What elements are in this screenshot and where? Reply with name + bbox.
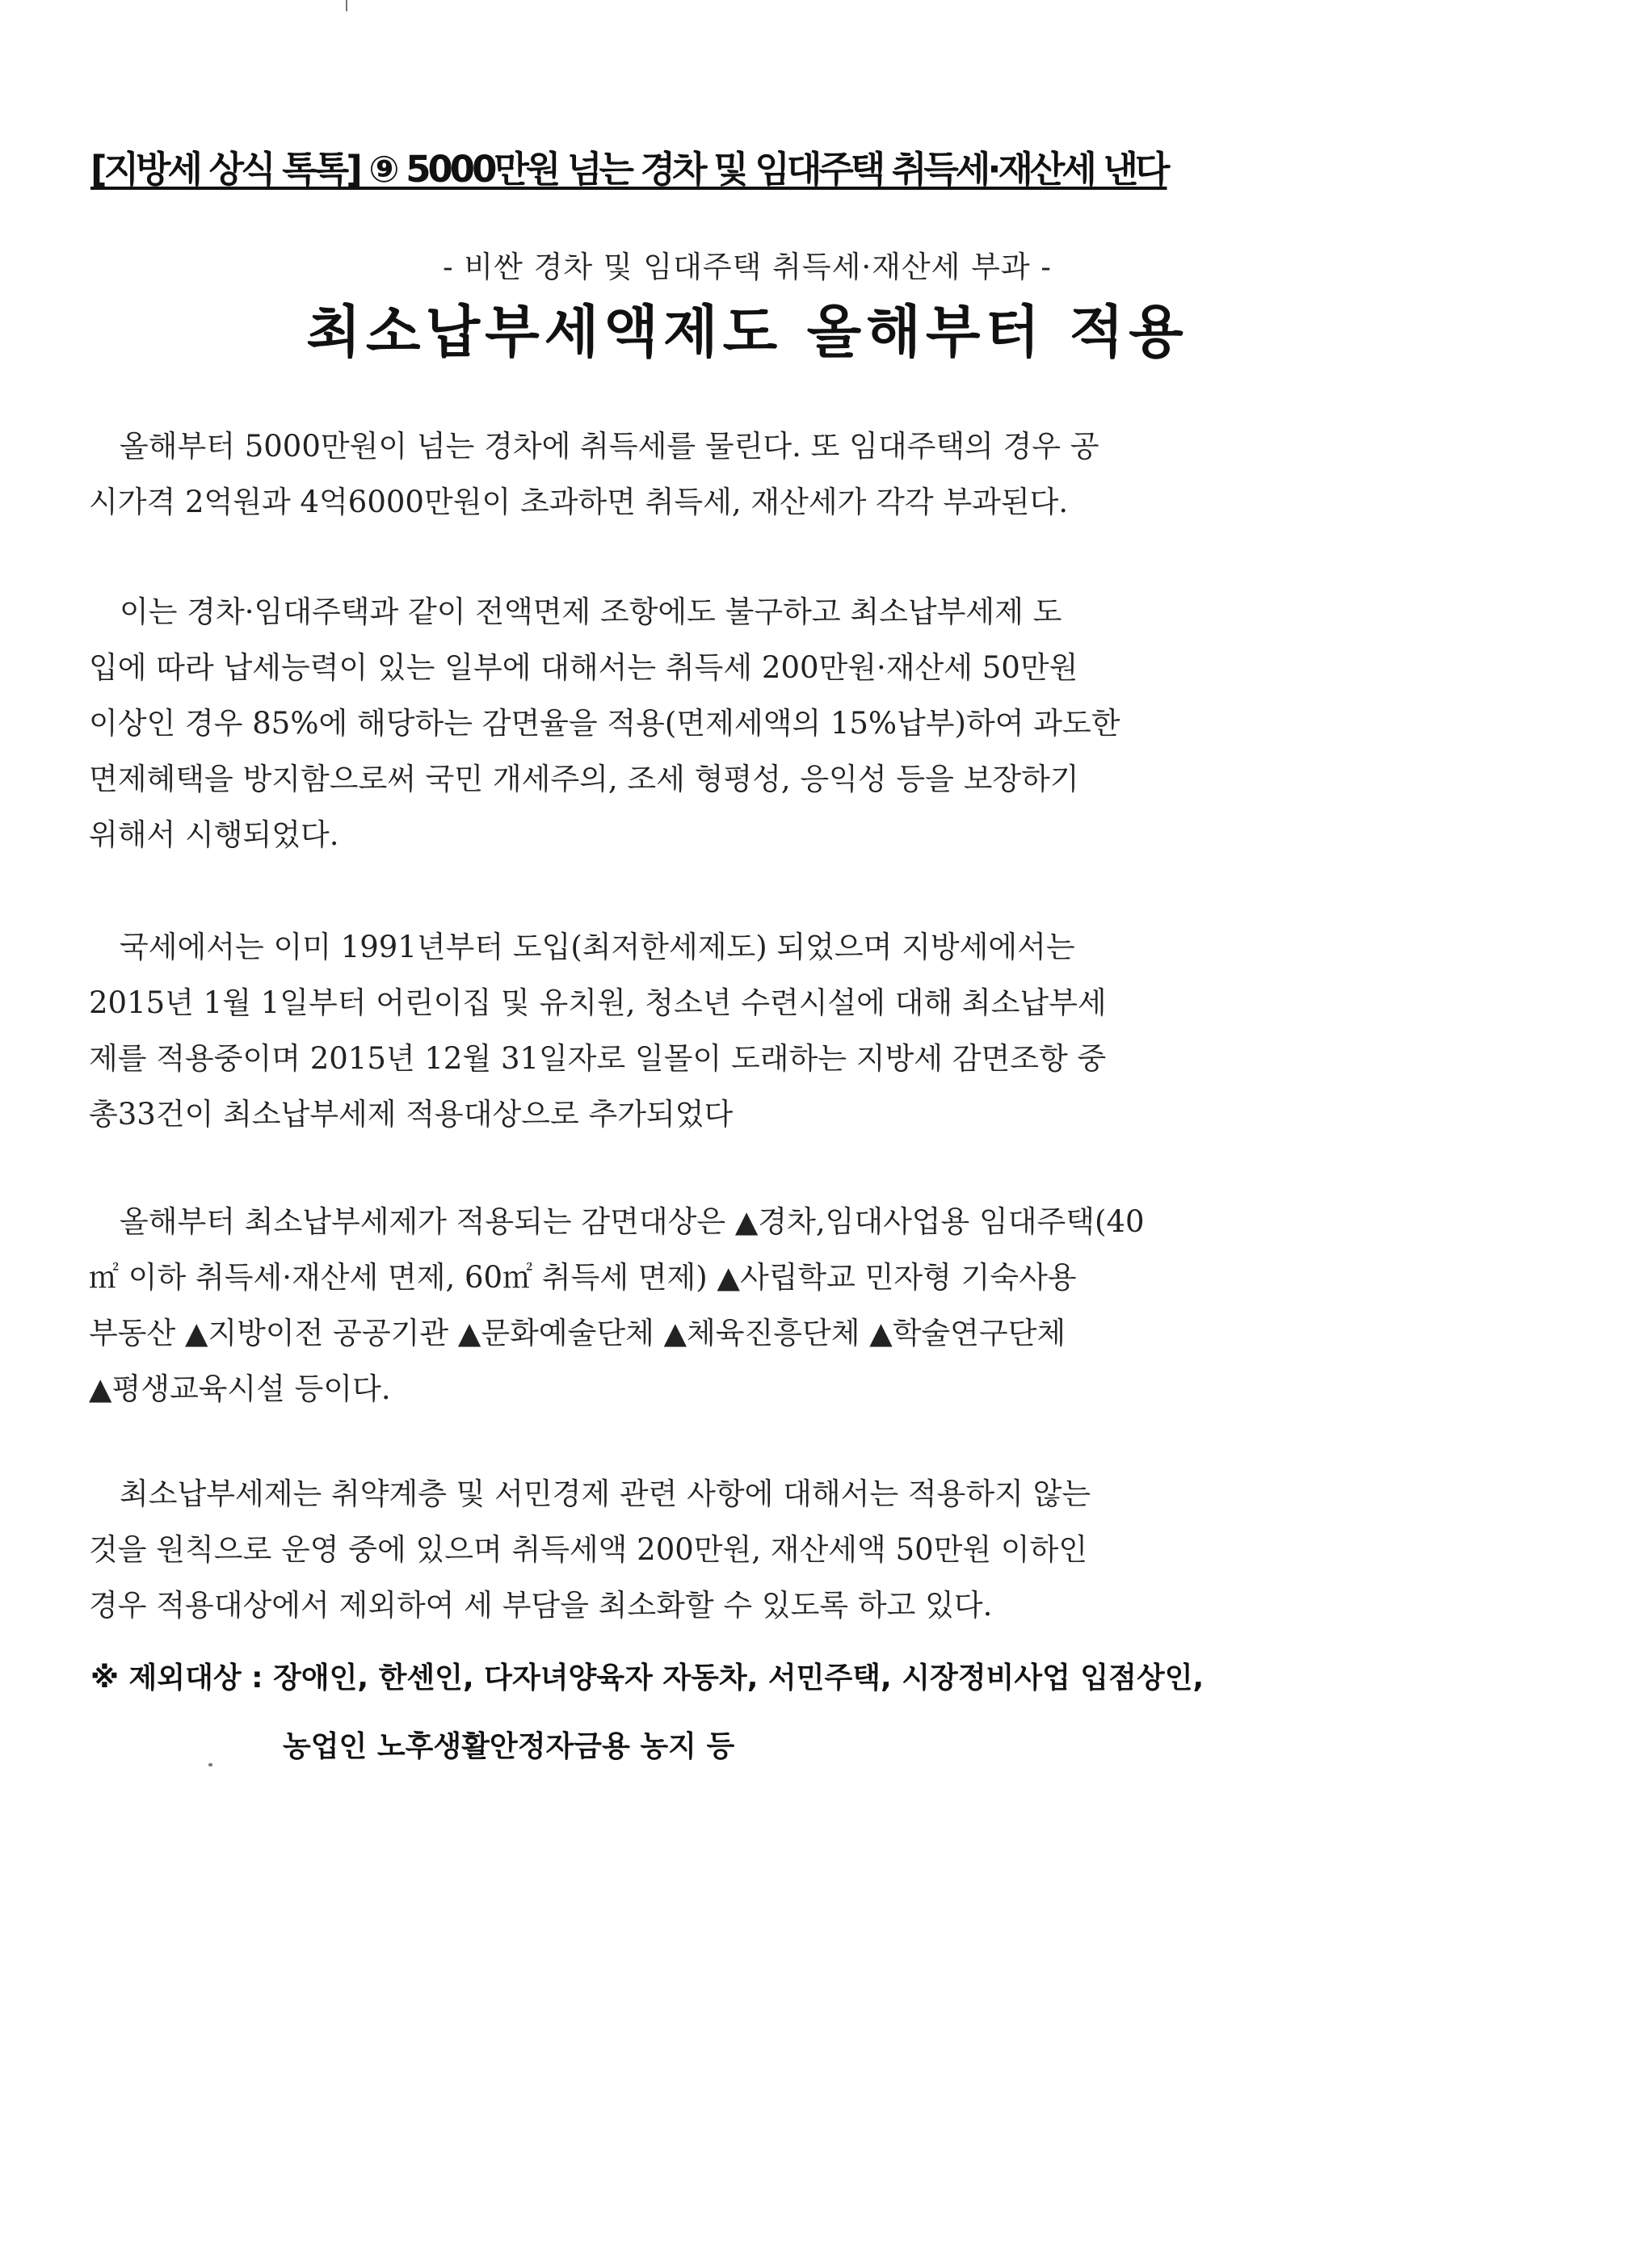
scan-mark — [346, 0, 347, 11]
paragraph-line: 이상인 경우 85%에 해당하는 감면율을 적용(면제세액의 15%납부)하여 과도한 — [89, 706, 1120, 741]
paragraph-line: 국세에서는 이미 1991년부터 도입(최저한세제도) 되었으며 지방세에서는 — [120, 930, 1075, 964]
paragraph-5 — [89, 1466, 1236, 1633]
paragraph-line: 총33건이 최소납부세제 적용대상으로 추가되었다 — [89, 1097, 734, 1132]
exclusion-note-line-2: 농업인 노후생활안정자금용 농지 등 — [283, 1730, 735, 1763]
exclusion-note-line-1: ※ 제외대상 : 장애인, 한센인, 다자녀양육자 자동차, 서민주택, 시장정비사업 입점상인, — [90, 1661, 1204, 1695]
subtitle: - 비싼 경차 및 임대주택 취득세·재산세 부과 - — [443, 250, 1052, 284]
paragraph-line: 시가격 2억원과 4억6000만원이 초과하면 취득세, 재산세가 각각 부과된다. — [89, 485, 1069, 519]
paragraph-1 — [89, 418, 1236, 530]
scan-speck — [208, 1763, 212, 1766]
paragraph-line: 부동산 ▲지방이전 공공기관 ▲문화예술단체 ▲체육진흥단체 ▲학술연구단체 — [89, 1316, 1066, 1350]
paragraph-line: 올해부터 5000만원이 넘는 경차에 취득세를 물린다. 또 임대주택의 경우 공 — [120, 429, 1099, 464]
paragraph-line: ㎡ 이하 취득세·재산세 면제, 60㎡ 취득세 면제) ▲사립학교 민자형 기숙사용 — [89, 1260, 1077, 1295]
paragraph-line: 2015년 1월 1일부터 어린이집 및 유치원, 청소년 수련시설에 대해 최소납부세 — [89, 985, 1107, 1020]
paragraph-2 — [89, 584, 1236, 863]
paragraph-line: 입에 따라 납세능력이 있는 일부에 대해서는 취득세 200만원·재산세 50만원 — [89, 650, 1078, 685]
paragraph-line: 이는 경차·임대주택과 같이 전액면제 조항에도 불구하고 최소납부세제 도 — [120, 594, 1062, 629]
headline: [지방세 상식 톡톡] ⑨ 5000만원 넘는 경차 및 임대주택 취득세·재산세 낸다 — [90, 148, 1167, 191]
paragraph-line: 제를 적용중이며 2015년 12월 31일자로 일몰이 도래하는 지방세 감면조항 중 — [89, 1041, 1107, 1076]
paragraph-3 — [89, 919, 1236, 1142]
paragraph-line: ▲평생교육시설 등이다. — [89, 1371, 391, 1406]
paragraph-line: 것을 원칙으로 운영 중에 있으며 취득세액 200만원, 재산세액 50만원 이하인 — [89, 1532, 1088, 1567]
paragraph-line: 경우 적용대상에서 제외하여 세 부담을 최소화할 수 있도록 하고 있다. — [89, 1588, 993, 1623]
main-title: 최소납부세액제도 올해부터 적용 — [306, 299, 1188, 365]
paragraph-4 — [89, 1194, 1236, 1417]
paragraph-line: 최소납부세제는 취약계층 및 서민경제 관련 사항에 대해서는 적용하지 않는 — [120, 1476, 1091, 1511]
paragraph-line: 면제혜택을 방지함으로써 국민 개세주의, 조세 형평성, 응익성 등을 보장하기 — [89, 762, 1079, 796]
paragraph-line: 올해부터 최소납부세제가 적용되는 감면대상은 ▲경차,임대사업용 임대주택(40 — [120, 1204, 1145, 1239]
paragraph-line: 위해서 시행되었다. — [89, 817, 339, 852]
